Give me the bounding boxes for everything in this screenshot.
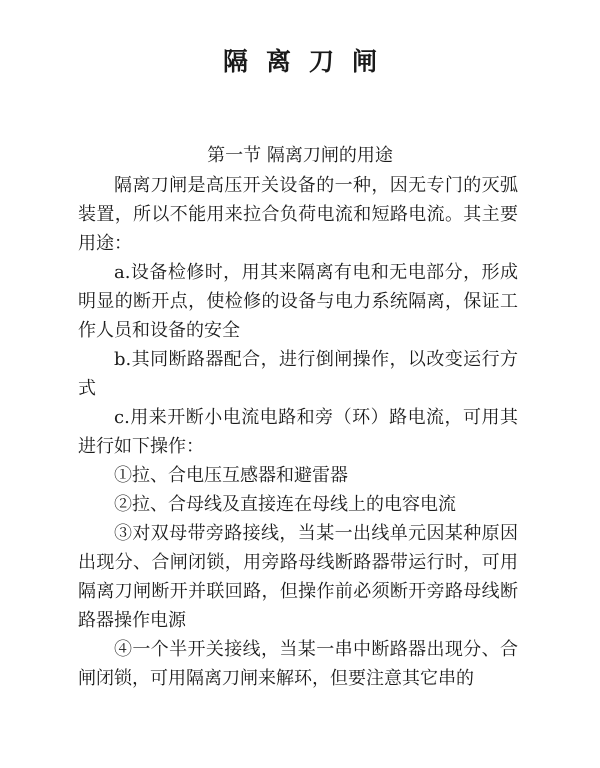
body-text — [78, 171, 518, 693]
document-title: 隔离刀闸 — [222, 47, 395, 76]
paragraph-subitem-4: ④一个半开关接线，当某一串中断路器出现分、合闸闭锁，可用隔离刀闸来解环，但要注意其它串的 — [78, 639, 518, 689]
paragraph-subitem-3: ③对双母带旁路接线，当某一出线单元因某种原因出现分、合闸闭锁，用旁路母线断路器带运行时，可用隔离刀闸断开并联回路，但操作前必须断开旁路母线断路器操作电源 — [78, 523, 518, 631]
paragraph-subitem-2: ②拉、合母线及直接连在母线上的电容电流 — [114, 494, 456, 515]
paragraph-item-a: a.设备检修时，用其来隔离有电和无电部分，形成明显的断开点，使检修的设备与电力系统隔离，保证工作人员和设备的安全 — [78, 262, 518, 341]
paragraph-intro: 隔离刀闸是高压开关设备的一种，因无专门的灭弧装置，所以不能用来拉合负荷电流和短路电流。其主要用途： — [78, 175, 518, 254]
paragraph-item-c: c.用来开断小电流电路和旁（环）路电流，可用其进行如下操作： — [78, 407, 518, 457]
paragraph-subitem-1: ①拉、合电压互感器和避雷器 — [114, 465, 348, 486]
paragraph-item-b: b.其同断路器配合，进行倒闸操作，以改变运行方式 — [78, 349, 518, 399]
section-heading: 第一节 隔离刀闸的用途 — [207, 145, 393, 166]
